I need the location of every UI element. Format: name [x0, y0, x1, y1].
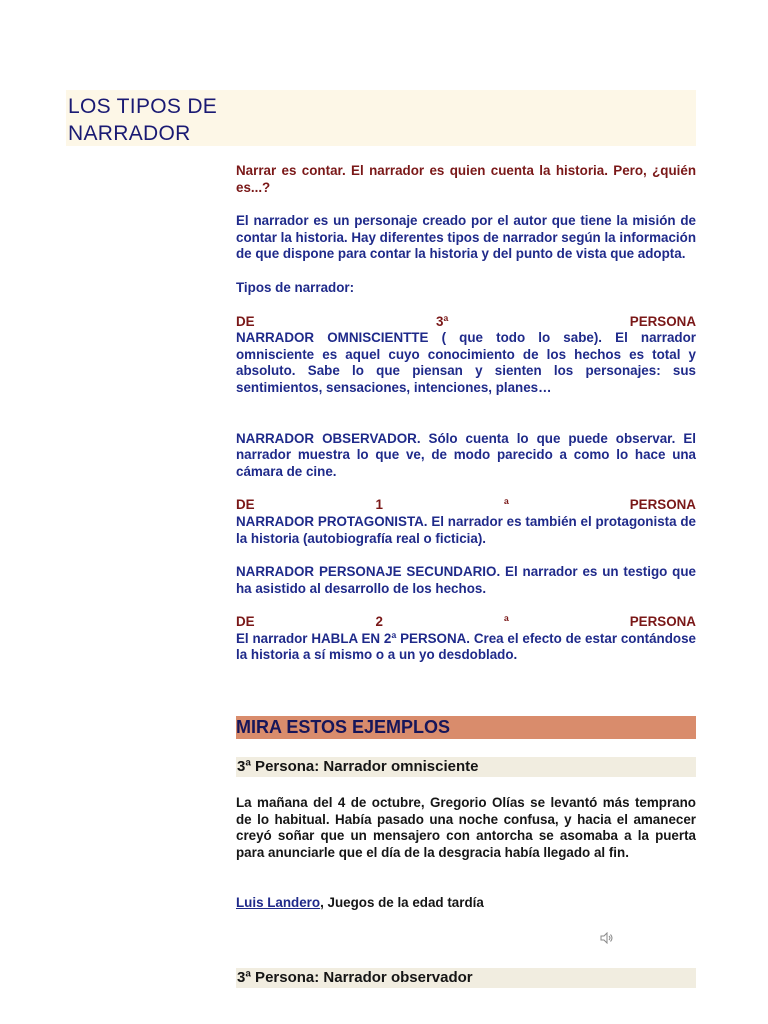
example-1-subheading-bar [236, 757, 696, 777]
omniscient-label: NARRADOR OMNISCIENTTE [236, 330, 429, 346]
secondary-paragraph: NARRADOR PERSONAJE SECUNDARIO. El narrador es un testigo que ha asistido al desarrollo de los hechos. [236, 564, 696, 596]
examples-heading: MIRA ESTOS EJEMPLOS [236, 717, 451, 737]
second-person-de: DE [236, 614, 255, 630]
example-2-subheading-bar [236, 968, 696, 988]
protagonist-paragraph: NARRADOR PROTAGONISTA. El narrador es también el protagonista de la historia (autobiografía real o ficticia). [236, 513, 696, 546]
observer-paragraph: NARRADOR OBSERVADOR. Sólo cuenta lo que puede observar. El narrador muestra lo que ve, de modo parecido a como lo hace una cámara de cine. [236, 430, 696, 479]
first-person-heading [236, 497, 696, 514]
omniscient-text: ( que todo lo sabe). El narrador omnisciente es aquel cuyo conocimiento de los hechos es total y absoluto. Sabe lo que piensan y sienten los personajes: sus sentimientos, sensaciones, intenciones, planes… [236, 330, 697, 395]
intro-paragraph-1: Narrar es contar. El narrador es quien cuenta la historia. Pero, ¿quién es...? [236, 163, 696, 195]
example-1-subheading: 3ª Persona: Narrador omnisciente [237, 758, 479, 775]
example-2-subheading: 3ª Persona: Narrador observador [237, 969, 473, 986]
title-line-1: LOS TIPOS DE [68, 95, 218, 118]
first-person-de: DE [236, 497, 255, 513]
second-person-paragraph: El narrador HABLA EN 2ª PERSONA. Crea el efecto de estar contándose la historia a sí mismo o a un yo desdoblado. [236, 630, 696, 663]
first-person-ordinal: ª [503, 497, 509, 513]
second-person-heading [236, 614, 696, 631]
second-person-number: 2 [375, 614, 383, 630]
third-person-number: 3ª [435, 313, 449, 329]
intro-paragraph-2: El narrador es un personaje creado por el autor que tiene la misión de contar la historia. Hay diferentes tipos de narrador según la información de que dispone para contar la historia y del punto de vista que adopta. [236, 213, 696, 262]
third-person-de: DE [236, 313, 255, 329]
omniscient-paragraph [236, 330, 696, 396]
title-line-2: NARRADOR [68, 122, 191, 145]
example-attribution [236, 895, 484, 910]
main-content [236, 163, 696, 664]
first-person-persona: PERSONA [629, 497, 696, 513]
speaker-icon[interactable] [600, 932, 614, 947]
second-person-ordinal: ª [503, 614, 509, 630]
author-link[interactable]: Luis Landero [236, 895, 321, 910]
first-person-number: 1 [375, 497, 383, 513]
side-strip [66, 146, 232, 706]
third-person-heading [236, 314, 696, 331]
intro-paragraph-3: Tipos de narrador: [236, 279, 355, 295]
examples-heading-bar [236, 716, 696, 739]
page-title [68, 93, 217, 147]
example-quote: La mañana del 4 de octubre, Gregorio Olías se levantó más temprano de lo habitual. Había pasado una noche confusa, y hacia el amanecer creyó soñar que un mensajero con antorcha se asomaba a la puerta para anunciarle que el día de la desgracia había llegado al fin. [236, 795, 696, 860]
book-title: , Juegos de la edad tardía [320, 895, 484, 910]
third-person-persona: PERSONA [629, 313, 696, 329]
second-person-persona: PERSONA [629, 614, 696, 630]
